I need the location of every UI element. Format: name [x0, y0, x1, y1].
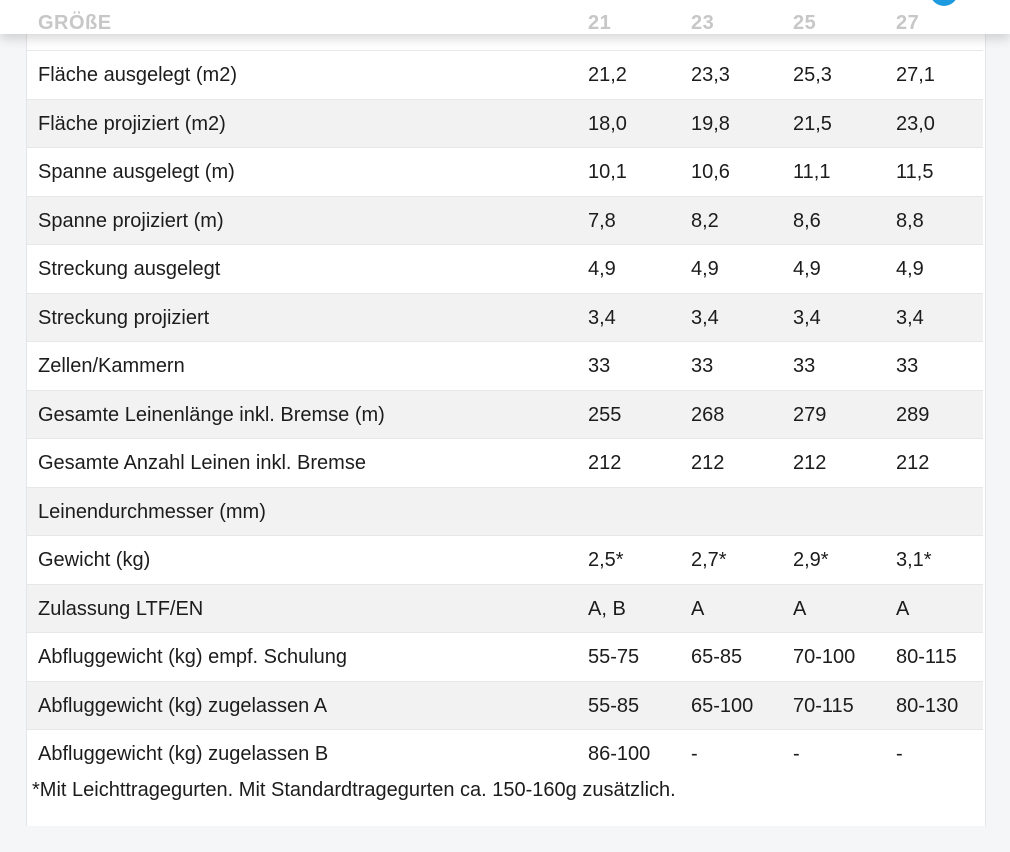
- row-value-size-25: 279: [793, 403, 827, 426]
- row-label: Spanne projiziert (m): [38, 209, 224, 232]
- row-value-size-21: 55-85: [588, 694, 640, 717]
- row-value-size-27: 289: [896, 403, 930, 426]
- table-row: [27, 729, 983, 777]
- row-value-size-21: 10,1: [588, 161, 627, 183]
- row-value-size-25: 2,9*: [793, 549, 829, 571]
- row-value-size-25: 25,3: [793, 64, 832, 86]
- row-value-size-21: 7,8: [588, 209, 616, 232]
- row-value-size-23: A: [691, 597, 705, 620]
- weight-footnote: *Mit Leichttragegurten. Mit Standardtragegurten ca. 150-160g zusätzlich.: [32, 779, 676, 801]
- row-value-size-21: 255: [588, 403, 622, 426]
- row-value-size-23: 3,4: [691, 306, 719, 329]
- row-label: Fläche ausgelegt (m2): [38, 64, 237, 86]
- row-value-size-27: 23,0: [896, 112, 935, 135]
- table-row: [27, 147, 983, 195]
- row-value-size-27: -: [896, 743, 903, 765]
- table-row: [27, 681, 983, 729]
- row-value-size-23: 33: [691, 355, 714, 377]
- next-section-heading-cut: [30, 844, 140, 852]
- row-label: Streckung projiziert: [38, 306, 210, 329]
- row-label: Abfluggewicht (kg) zugelassen B: [38, 743, 329, 765]
- row-label: Gewicht (kg): [38, 549, 151, 571]
- row-value-size-23: 268: [691, 403, 725, 426]
- row-value-size-21: 3,4: [588, 306, 616, 329]
- row-value-size-21: 86-100: [588, 743, 651, 765]
- table-row: [27, 632, 983, 680]
- size-header-23: 23: [691, 12, 715, 34]
- table-row: [27, 341, 983, 389]
- row-value-size-23: 10,6: [691, 161, 730, 183]
- row-label: Streckung ausgelegt: [38, 258, 221, 280]
- row-value-size-27: 80-130: [896, 694, 959, 717]
- sticky-table-header: [0, 0, 1010, 34]
- row-label: Leinendurchmesser (mm): [38, 500, 266, 523]
- row-value-size-23: 212: [691, 452, 725, 474]
- row-value-size-21: 4,9: [588, 258, 616, 280]
- row-label: Zulassung LTF/EN: [38, 597, 204, 620]
- row-value-size-27: A: [896, 597, 910, 620]
- row-value-size-23: 65-100: [691, 694, 754, 717]
- row-label: Abfluggewicht (kg) empf. Schulung: [38, 646, 348, 668]
- row-value-size-21: 55-75: [588, 646, 640, 668]
- table-row: [27, 50, 983, 98]
- table-row: [27, 390, 983, 438]
- row-value-size-27: 3,1*: [896, 549, 932, 571]
- row-value-size-27: 8,8: [896, 209, 924, 232]
- row-label: Zellen/Kammern: [38, 355, 185, 377]
- row-value-size-27: 11,5: [896, 161, 934, 183]
- row-label: Fläche projiziert (m2): [38, 112, 226, 135]
- row-value-size-27: 4,9: [896, 258, 924, 280]
- table-row: [27, 535, 983, 583]
- table-row: [27, 99, 983, 147]
- row-value-size-23: -: [691, 743, 698, 765]
- table-row: [27, 244, 983, 292]
- table-row: [27, 196, 983, 244]
- row-value-size-23: 4,9: [691, 258, 719, 280]
- row-value-size-25: 70-100: [793, 646, 856, 668]
- row-value-size-21: 2,5*: [588, 549, 624, 571]
- row-label: Gesamte Anzahl Leinen inkl. Bremse: [38, 452, 366, 474]
- size-header-27: 27: [896, 12, 920, 34]
- row-value-size-21: 18,0: [588, 112, 627, 135]
- row-label: Spanne ausgelegt (m): [38, 161, 235, 183]
- row-value-size-25: -: [793, 743, 800, 765]
- row-value-size-25: A: [793, 597, 807, 620]
- row-value-size-27: 80-115: [896, 646, 957, 668]
- row-value-size-25: 4,9: [793, 258, 821, 280]
- table-row: [27, 487, 983, 535]
- scroll-top-button[interactable]: [930, 0, 958, 6]
- row-value-size-27: 33: [896, 355, 919, 377]
- table-row: [27, 293, 983, 341]
- row-value-size-25: 212: [793, 452, 827, 474]
- row-value-size-25: 8,6: [793, 209, 821, 232]
- row-value-size-21: 33: [588, 355, 611, 377]
- row-value-size-27: 27,1: [896, 64, 935, 86]
- size-header-21: 21: [588, 12, 612, 34]
- row-value-size-25: 33: [793, 355, 816, 377]
- row-value-size-25: 70-115: [793, 694, 854, 717]
- row-value-size-23: 2,7*: [691, 549, 727, 571]
- row-value-size-21: 21,2: [588, 64, 627, 86]
- row-label: Gesamte Leinenlänge inkl. Bremse (m): [38, 403, 385, 426]
- row-value-size-23: 19,8: [691, 112, 730, 135]
- row-value-size-27: 212: [896, 452, 930, 474]
- table-row: [27, 438, 983, 486]
- row-value-size-21: 212: [588, 452, 622, 474]
- size-header-25: 25: [793, 12, 817, 34]
- row-value-size-25: 11,1: [793, 161, 831, 183]
- row-label: Abfluggewicht (kg) zugelassen A: [38, 694, 328, 717]
- size-header-label: GRÖßE: [38, 12, 112, 34]
- row-value-size-23: 8,2: [691, 209, 719, 232]
- row-value-size-21: A, B: [588, 597, 626, 620]
- row-value-size-27: 3,4: [896, 306, 924, 329]
- row-value-size-23: 65-85: [691, 646, 743, 668]
- row-value-size-23: 23,3: [691, 64, 730, 86]
- row-value-size-25: 3,4: [793, 306, 821, 329]
- row-value-size-25: 21,5: [793, 112, 832, 135]
- table-row: [27, 584, 983, 632]
